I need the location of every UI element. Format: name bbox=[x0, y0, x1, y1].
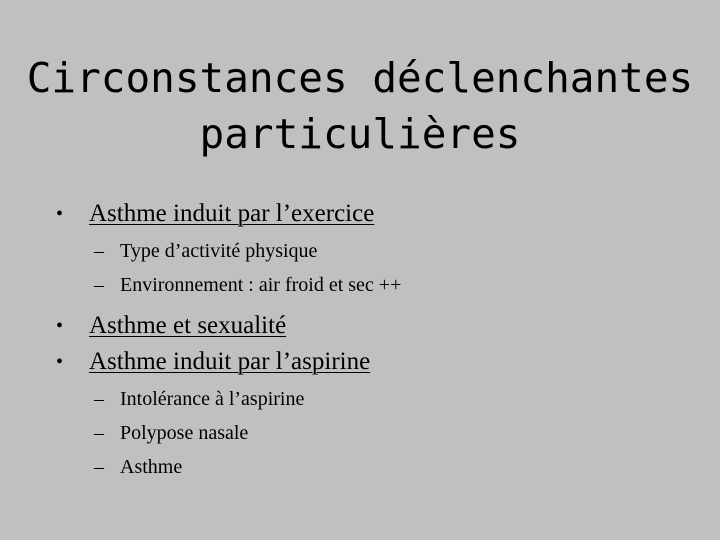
sub-item-marker: – bbox=[94, 422, 104, 444]
bullet-item bbox=[56, 344, 696, 380]
sub-item bbox=[56, 382, 696, 416]
sub-item-text: Polypose nasale bbox=[120, 422, 249, 444]
bullet-item bbox=[56, 196, 696, 232]
bullet-marker: • bbox=[56, 315, 64, 337]
slide-title-line-1: Circonstances déclenchantes bbox=[26, 54, 694, 102]
sub-item bbox=[56, 268, 696, 302]
sub-item bbox=[56, 234, 696, 268]
sub-item-marker: – bbox=[94, 240, 104, 262]
slide-title-line-2: particulières bbox=[199, 110, 521, 158]
bullet-item bbox=[56, 308, 696, 344]
bullet-text: Asthme induit par l’exercice bbox=[89, 200, 375, 227]
sub-item bbox=[56, 450, 696, 484]
sub-item-text: Environnement : air froid et sec ++ bbox=[120, 274, 402, 296]
bullet-text: Asthme et sexualité bbox=[89, 312, 287, 339]
sub-item-marker: – bbox=[94, 456, 104, 478]
slide-body bbox=[56, 196, 696, 490]
sub-list bbox=[56, 382, 696, 484]
sub-item-text: Asthme bbox=[120, 456, 183, 478]
sub-item-marker: – bbox=[94, 388, 104, 410]
bullet-text: Asthme induit par l’aspirine bbox=[89, 348, 371, 375]
slide-title bbox=[20, 50, 700, 162]
bullet-marker: • bbox=[56, 203, 64, 225]
bullet-marker: • bbox=[56, 351, 64, 373]
sub-item-marker: – bbox=[94, 274, 104, 296]
sub-list bbox=[56, 234, 696, 302]
sub-item bbox=[56, 416, 696, 450]
sub-item-text: Type d’activité physique bbox=[120, 240, 318, 262]
sub-item-text: Intolérance à l’aspirine bbox=[120, 388, 305, 410]
